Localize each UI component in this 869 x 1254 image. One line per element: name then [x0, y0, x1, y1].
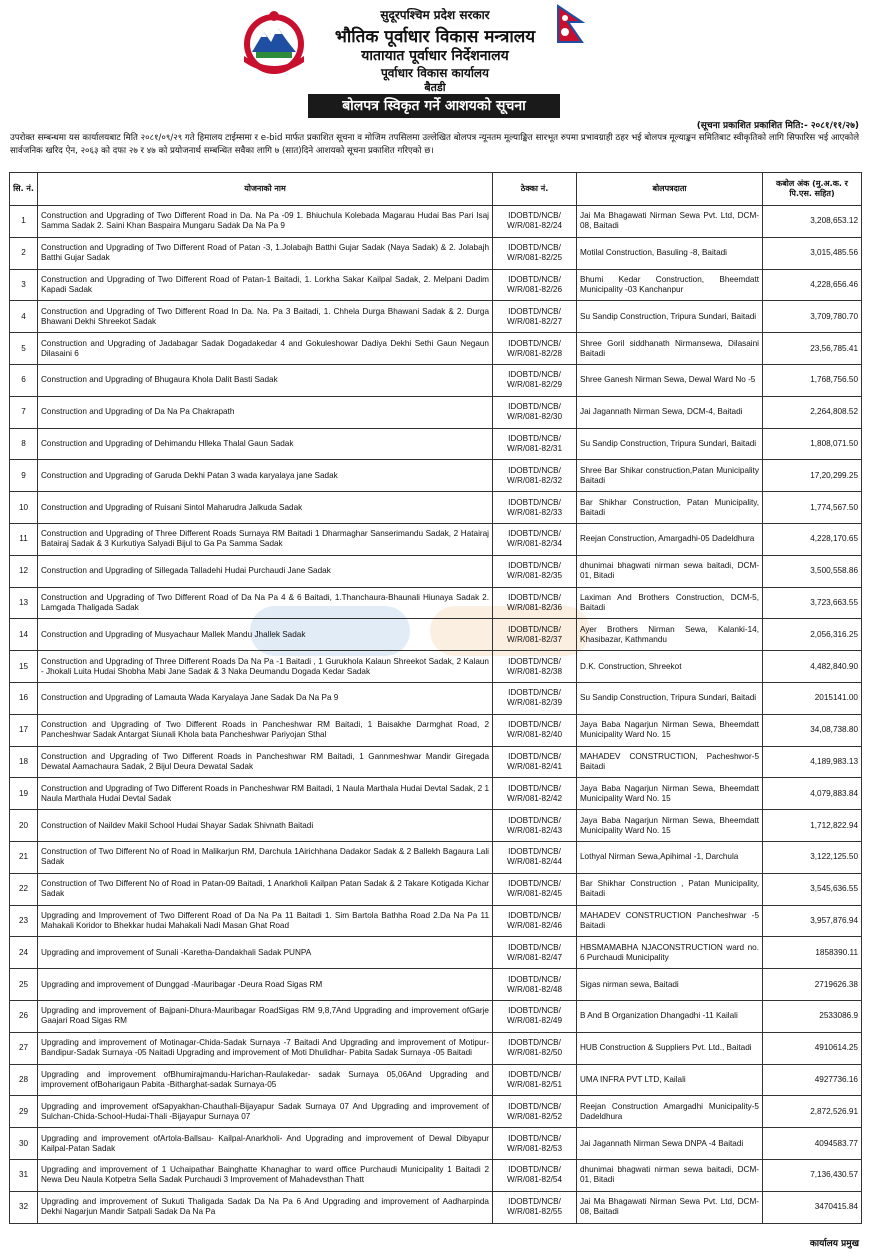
row-sn: 12 [10, 555, 38, 587]
row-amount: 2,872,526.91 [763, 1096, 862, 1128]
table-row [10, 810, 862, 842]
row-sn: 13 [10, 587, 38, 619]
row-contract: IDOBTD/NCB/ W/R/081-82/53 [493, 1128, 577, 1160]
row-sn: 3 [10, 269, 38, 301]
row-bidder: Motilal Construction, Basuling -8, Baitadi [577, 237, 763, 269]
row-bidder: Shree Bar Shikar construction,Patan Municipality Baitadi [577, 460, 763, 492]
table-row [10, 841, 862, 873]
row-sn: 16 [10, 682, 38, 714]
row-contract: IDOBTD/NCB/ W/R/081-82/36 [493, 587, 577, 619]
row-contract: IDOBTD/NCB/ W/R/081-82/30 [493, 396, 577, 428]
row-contract: IDOBTD/NCB/ W/R/081-82/34 [493, 523, 577, 555]
header-contract: ठेक्का नं. [493, 173, 577, 206]
row-project: Construction of Naildev Makil School Hudai Shayar Sadak Shivnath Baitadi [38, 810, 493, 842]
row-contract: IDOBTD/NCB/ W/R/081-82/39 [493, 682, 577, 714]
office-chief-signature: कार्यालय प्रमुख [809, 1239, 859, 1249]
row-contract: IDOBTD/NCB/ W/R/081-82/51 [493, 1064, 577, 1096]
row-project: Construction and Upgrading of Three Different Roads Surnaya RM Baitadi 1 Dharmaghar Sanserimandu Sadak, 2 Hatairaj Batairaj Sadak & 3 Kurkutiya Salyadi Bijul to Ga Pa Samma Sadak [38, 523, 493, 555]
table-row [10, 1159, 862, 1191]
row-contract: IDOBTD/NCB/ W/R/081-82/33 [493, 492, 577, 524]
row-sn: 30 [10, 1128, 38, 1160]
row-sn: 10 [10, 492, 38, 524]
row-amount: 1,712,822.94 [763, 810, 862, 842]
row-amount: 3,709,780.70 [763, 301, 862, 333]
table-row [10, 587, 862, 619]
row-project: Upgrading and improvement of Sukuti Thaligada Sadak Da Na Pa 6 And Upgrading and improvement of Aadharpinda Dekhi Nagarjun Mandir Satpali Sadak Da Na Pa [38, 1191, 493, 1223]
row-amount: 2,264,808.52 [763, 396, 862, 428]
row-project: Upgrading and improvement of Dunggad -Mauribagar -Deura Road Sigas RM [38, 969, 493, 1001]
row-amount: 3,723,663.55 [763, 587, 862, 619]
row-amount: 1,768,756.50 [763, 364, 862, 396]
row-bidder: Reejan Construction, Amargadhi-05 Dadeldhura [577, 523, 763, 555]
intro-paragraph: उपरोक्त सम्बन्धमा यस कार्यालयबाट मिति २०८१/०९/२९ गते हिमालय टाईम्समा र e-bid मार्फत प्रकाशित सूचना व मोजिम तपसिलमा उल्लेखित बोलपत्र न्यूनतम मूल्याङ्कित सारभूत रुपमा प्रभावग्राही ठहर भई बोलपत्र मूल्याङ्कन समितिबाट स्वीकृतिको लागि सिफारिस भई आएकोले सार्वजनिक खरिद ऐन, २०६३ को दफा २७ र ४७ को प्रयोजनार्थ सम्बन्धित सवैका लागि ७ (सात)दिने आशयको सूचना प्रकाशित गरिएको छ। [10, 133, 860, 156]
header-bidder: बोलपत्रदाता [577, 173, 763, 206]
row-project: Construction and Upgrading of Lamauta Wada Karyalaya Jane Sadak Da Na Pa 9 [38, 682, 493, 714]
row-bidder: Jai Ma Bhagawati Nirman Sewa Pvt. Ltd, DCM-08, Baitadi [577, 1191, 763, 1223]
table-row [10, 301, 862, 333]
row-bidder: Jai Ma Bhagawati Nirman Sewa Pvt. Ltd, DCM-08, Baitadi [577, 206, 763, 238]
row-project: Construction and Upgrading of Two Different Roads in Pancheshwar RM Baitadi, 1 Gannmeshwar Mandir Giregada Dewatal Aamachaura Sadak, 2 Bijul Deura Dewatal Sadak [38, 746, 493, 778]
row-bidder: UMA INFRA PVT LTD, Kailali [577, 1064, 763, 1096]
row-sn: 27 [10, 1032, 38, 1064]
row-project: Upgrading and improvement ofBhumirajmandu-Harichan-Raulakedar- sadak Surnaya 05,06And Upgrading and improvement ofBoharigaun Pabita -Bitharghat-sadak Surnaya-05 [38, 1064, 493, 1096]
row-sn: 7 [10, 396, 38, 428]
row-contract: IDOBTD/NCB/ W/R/081-82/31 [493, 428, 577, 460]
row-project: Construction and Upgrading of Two Different Road In Da. Na. Pa 3 Baitadi, 1. Chhela Durga Bhawani Sadak & 2. Durga Bhawani Dekhi Shreekot Sadak [38, 301, 493, 333]
row-contract: IDOBTD/NCB/ W/R/081-82/38 [493, 651, 577, 683]
row-bidder: Ayer Brothers Nirman Sewa, Kalanki-14, Khasibazar, Kathmandu [577, 619, 763, 651]
table-row [10, 873, 862, 905]
row-project: Construction and Upgrading of Ruisani Sintol Maharudra Jalkuda Sadak [38, 492, 493, 524]
row-sn: 24 [10, 937, 38, 969]
row-amount: 1,774,567.50 [763, 492, 862, 524]
row-project: Construction and Upgrading of Two Different Road in Da. Na Pa -09 1. Bhiuchula Kolebada Magarau Hudai Bas Pari Isaj Samma Sadak 2. Saini Khan Baspaira Mungaru Sadak Da Na Pa 9 [38, 206, 493, 238]
row-project: Construction and Upgrading of Two Different Road of Patan -3, 1.Jolabajh Batthi Gujar Sadak (Naya Sadak) & 2. Jolabajh Batthi Gujar Sadak [38, 237, 493, 269]
row-amount: 4,189,983.13 [763, 746, 862, 778]
row-sn: 4 [10, 301, 38, 333]
row-sn: 32 [10, 1191, 38, 1223]
row-sn: 26 [10, 1000, 38, 1032]
row-amount: 3470415.84 [763, 1191, 862, 1223]
row-contract: IDOBTD/NCB/ W/R/081-82/29 [493, 364, 577, 396]
row-project: Upgrading and improvement of Motinagar-Chida-Sadak Surnaya -7 Baitadi And Upgrading and improvement of Motipur-Bandipur-Sadak Surnaya -05 Naitadi Upgrading and improvement of Moti Dhulidhar- Pabita Sadak Surnaya -05 Baitadi [38, 1032, 493, 1064]
row-amount: 3,957,876.94 [763, 905, 862, 937]
row-amount: 4,228,170.65 [763, 523, 862, 555]
directorate-name: यातायात पूर्वाधार निर्देशनालय [361, 48, 509, 64]
row-bidder: Bar Shikhar Construction , Patan Municipality, Baitadi [577, 873, 763, 905]
row-contract: IDOBTD/NCB/ W/R/081-82/45 [493, 873, 577, 905]
row-contract: IDOBTD/NCB/ W/R/081-82/41 [493, 746, 577, 778]
table-row [10, 396, 862, 428]
row-sn: 29 [10, 1096, 38, 1128]
row-amount: 3,015,485.56 [763, 237, 862, 269]
table-row [10, 905, 862, 937]
row-sn: 31 [10, 1159, 38, 1191]
row-bidder: Su Sandip Construction, Tripura Sundari, Baitadi [577, 682, 763, 714]
row-amount: 2015141.00 [763, 682, 862, 714]
row-sn: 22 [10, 873, 38, 905]
row-project: Construction and Upgrading of Two Different Road of Patan-1 Baitadi, 1. Lorkha Sakar Kailpal Sadak, 2. Melpani Dadim Kapadi Sadak [38, 269, 493, 301]
row-sn: 8 [10, 428, 38, 460]
row-bidder: dhunimai bhagwati nirman sewa baitadi, DCM-01, Bitadi [577, 555, 763, 587]
row-bidder: Jaya Baba Nagarjun Nirman Sewa, Bheemdatt Municipality Ward No. 15 [577, 714, 763, 746]
row-amount: 34,08,738.80 [763, 714, 862, 746]
row-project: Upgrading and improvement ofArtola-Ballsau- Kailpal-Anarkholi- And Upgrading and improvement of Dewal Dibyapur Kailpal-Patan Sadak [38, 1128, 493, 1160]
row-project: Construction and Upgrading of Dehimandu Hlleka Thalal Gaun Sadak [38, 428, 493, 460]
row-contract: IDOBTD/NCB/ W/R/081-82/42 [493, 778, 577, 810]
row-sn: 28 [10, 1064, 38, 1096]
table-row [10, 523, 862, 555]
row-project: Construction and Upgrading of Two Different Roads in Pancheshwar RM Baitadi, 1 Naula Marthala Hudai Devtal Sadak, 2 1 Naula Marthala Hudai Devtal Sadak [38, 778, 493, 810]
row-bidder: Jai Jagannath Nirman Sewa, DCM-4, Baitadi [577, 396, 763, 428]
table-row [10, 651, 862, 683]
row-sn: 20 [10, 810, 38, 842]
table-row [10, 1000, 862, 1032]
row-contract: IDOBTD/NCB/ W/R/081-82/24 [493, 206, 577, 238]
row-project: Upgrading and Improvement of Two Different Road of Da Na Pa 11 Baitadi 1. Sim Bartola Bathha Road 2.Da Na Pa 11 Mahakali Koridor to Bhekkar hudai Mahakali Nadi Masan Ghat Road [38, 905, 493, 937]
row-contract: IDOBTD/NCB/ W/R/081-82/27 [493, 301, 577, 333]
header-project: योजनाको नाम [38, 173, 493, 206]
row-bidder: D.K. Construction, Shreekot [577, 651, 763, 683]
row-project: Construction and Upgrading of Three Different Roads Da Na Pa -1 Baitadi , 1 Gurukhola Kalaun Shreekot Sadak, 2 Kalaun - Jhokali Luita Hudai Shobha Mabi Jane Sadak & 3 Naka Deumandu Dogada Kedar Sadak [38, 651, 493, 683]
row-bidder: Shree Goril siddhanath Nirmansewa, Dilasaini Baitadi [577, 333, 763, 365]
row-project: Construction of Two Different No of Road in Malikarjun RM, Darchula 1Airichhana Dadakor Sadak & 2 Ballekh Bagaura Lali Sadak [38, 841, 493, 873]
table-row [10, 937, 862, 969]
row-bidder: Laximan And Brothers Construction, DCM-5, Baitadi [577, 587, 763, 619]
row-contract: IDOBTD/NCB/ W/R/081-82/40 [493, 714, 577, 746]
row-bidder: Su Sandip Construction, Tripura Sundari, Baitadi [577, 301, 763, 333]
row-bidder: HBSMAMABHA NJACONSTRUCTION ward no. 6 Purchaudi Municipality [577, 937, 763, 969]
row-bidder: HUB Construction & Suppliers Pvt. Ltd., Baitadi [577, 1032, 763, 1064]
row-project: Construction and Upgrading of Two Different Roads in Pancheshwar RM Baitadi, 1 Baisakhe Darmghat Road, 2 Pancheshwar Sadak Antargat Siunali Khola bata Pancheshwar Pariyojan Sthal [38, 714, 493, 746]
row-contract: IDOBTD/NCB/ W/R/081-82/52 [493, 1096, 577, 1128]
row-contract: IDOBTD/NCB/ W/R/081-82/46 [493, 905, 577, 937]
table-row [10, 206, 862, 238]
row-bidder: Jai Jagannath Nirman Sewa DNPA -4 Baitadi [577, 1128, 763, 1160]
row-amount: 2719626.38 [763, 969, 862, 1001]
row-sn: 21 [10, 841, 38, 873]
table-row [10, 619, 862, 651]
row-bidder: Bar Shikhar Construction, Patan Municipality, Baitadi [577, 492, 763, 524]
row-contract: IDOBTD/NCB/ W/R/081-82/43 [493, 810, 577, 842]
row-contract: IDOBTD/NCB/ W/R/081-82/28 [493, 333, 577, 365]
row-bidder: Jaya Baba Nagarjun Nirman Sewa, Bheemdatt Municipality Ward No. 15 [577, 810, 763, 842]
row-project: Upgrading and improvement of Bajpani-Dhura-Mauribagar RoadSigas RM 9,8,7And Upgrading and improvement ofGarje Gaajari Road Sigas RM [38, 1000, 493, 1032]
row-contract: IDOBTD/NCB/ W/R/081-82/47 [493, 937, 577, 969]
row-sn: 25 [10, 969, 38, 1001]
row-amount: 3,500,558.86 [763, 555, 862, 587]
bid-table [9, 172, 862, 1224]
row-amount: 4,228,656.46 [763, 269, 862, 301]
table-row [10, 333, 862, 365]
header-sn: सि. नं. [10, 173, 38, 206]
row-amount: 2,056,316.25 [763, 619, 862, 651]
row-sn: 18 [10, 746, 38, 778]
row-sn: 6 [10, 364, 38, 396]
row-sn: 1 [10, 206, 38, 238]
row-amount: 3,208,653.12 [763, 206, 862, 238]
table-row [10, 969, 862, 1001]
row-amount: 23,56,785.41 [763, 333, 862, 365]
row-contract: IDOBTD/NCB/ W/R/081-82/44 [493, 841, 577, 873]
row-amount: 4927736.16 [763, 1064, 862, 1096]
row-amount: 3,545,636.55 [763, 873, 862, 905]
row-amount: 4910614.25 [763, 1032, 862, 1064]
table-row [10, 1096, 862, 1128]
province-government: सुदूरपश्चिम प्रदेश सरकार [380, 8, 490, 22]
row-amount: 3,122,125.50 [763, 841, 862, 873]
table-row [10, 746, 862, 778]
row-bidder: MAHADEV CONSTRUCTION, Pacheshwor-5 Baitadi [577, 746, 763, 778]
row-bidder: Shree Ganesh Nirman Sewa, Dewal Ward No -5 [577, 364, 763, 396]
row-contract: IDOBTD/NCB/ W/R/081-82/32 [493, 460, 577, 492]
row-bidder: Lothyal Nirman Sewa,Apihimal -1, Darchula [577, 841, 763, 873]
row-contract: IDOBTD/NCB/ W/R/081-82/25 [493, 237, 577, 269]
row-contract: IDOBTD/NCB/ W/R/081-82/35 [493, 555, 577, 587]
row-project: Construction and Upgrading of Musyachaur Mallek Mandu Jhallek Sadak [38, 619, 493, 651]
table-row [10, 555, 862, 587]
row-amount: 2533086.9 [763, 1000, 862, 1032]
publication-date: (सूचना प्रकाशित प्रकाशित मिति:- २०८१/११/२७) [696, 121, 859, 131]
row-bidder: Reejan Construction Amargadhi Municipality-5 Dadeldhura [577, 1096, 763, 1128]
row-project: Construction of Two Different No of Road in Patan-09 Baitadi, 1 Anarkholi Kailpan Patan Sadak & 2 Takare Kotigada Kichar Sadak [38, 873, 493, 905]
row-contract: IDOBTD/NCB/ W/R/081-82/26 [493, 269, 577, 301]
table-row [10, 364, 862, 396]
row-project: Upgrading and improvement of Sunali -Karetha-Dandakhali Sadak PUNPA [38, 937, 493, 969]
table-row [10, 460, 862, 492]
row-bidder: Bhumi Kedar Construction, Bheemdatt Municipality -03 Kanchanpur [577, 269, 763, 301]
row-sn: 2 [10, 237, 38, 269]
office-name: पूर्वाधार विकास कार्यालय [380, 66, 490, 80]
row-project: Construction and Upgrading of Da Na Pa Chakrapath [38, 396, 493, 428]
notice-header [0, 0, 869, 131]
row-bidder: Jaya Baba Nagarjun Nirman Sewa, Bheemdatt Municipality Ward No. 15 [577, 778, 763, 810]
table-row [10, 1128, 862, 1160]
row-bidder: dhunimai bhagwati nirman sewa baitadi, DCM-01, Bitadi [577, 1159, 763, 1191]
row-contract: IDOBTD/NCB/ W/R/081-82/48 [493, 969, 577, 1001]
row-contract: IDOBTD/NCB/ W/R/081-82/37 [493, 619, 577, 651]
table-row [10, 1191, 862, 1223]
row-amount: 1,808,071.50 [763, 428, 862, 460]
row-sn: 5 [10, 333, 38, 365]
table-row [10, 492, 862, 524]
row-sn: 17 [10, 714, 38, 746]
ministry-name: भौतिक पूर्वाधार विकास मन्त्रालय [334, 27, 536, 47]
row-sn: 9 [10, 460, 38, 492]
row-contract: IDOBTD/NCB/ W/R/081-82/49 [493, 1000, 577, 1032]
row-project: Construction and Upgrading of Jadabagar Sadak Dogadakedar 4 and Gokuleshowar Dadiya Dekhi Sethi Gaun Negaun Dilasaini 6 [38, 333, 493, 365]
row-sn: 23 [10, 905, 38, 937]
row-amount: 7,136,430.57 [763, 1159, 862, 1191]
table-row [10, 1064, 862, 1096]
notice-title-banner: बोलपत्र स्विकृत गर्ने आशयको सूचना [308, 94, 560, 118]
row-project: Construction and Upgrading of Sillegada Talladehi Hudai Purchaudi Jane Sadak [38, 555, 493, 587]
row-bidder: Su Sandip Construction, Tripura Sundari, Baitadi [577, 428, 763, 460]
table-header-row [10, 173, 862, 206]
row-amount: 17,20,299.25 [763, 460, 862, 492]
row-sn: 11 [10, 523, 38, 555]
row-sn: 14 [10, 619, 38, 651]
row-contract: IDOBTD/NCB/ W/R/081-82/54 [493, 1159, 577, 1191]
table-row [10, 682, 862, 714]
row-sn: 19 [10, 778, 38, 810]
table-row [10, 1032, 862, 1064]
row-amount: 4,079,883.84 [763, 778, 862, 810]
table-row [10, 237, 862, 269]
table-row [10, 778, 862, 810]
row-amount: 4094583.77 [763, 1128, 862, 1160]
row-project: Construction and Upgrading of Garuda Dekhi Patan 3 wada karyalaya jane Sadak [38, 460, 493, 492]
row-bidder: Sigas nirman sewa, Baitadi [577, 969, 763, 1001]
row-amount: 4,482,840.90 [763, 651, 862, 683]
office-location: बैतडी [424, 81, 446, 94]
row-project: Upgrading and improvement of 1 Uchaipathar Bainghatte Khanaghar to ward office Purchaudi Municipality 1 Baitadi 2 Newa Deu Naula Kotpetra Sella Sadak Purchaudi 3 Improvement of Mahadevsthan Thatt [38, 1159, 493, 1191]
row-amount: 1858390.11 [763, 937, 862, 969]
table-body [10, 206, 862, 1224]
table-row [10, 428, 862, 460]
row-bidder: MAHADEV CONSTRUCTION Pancheshwar -5 Baitadi [577, 905, 763, 937]
row-project: Construction and Upgrading of Two Different Road of Da Na Pa 4 & 6 Baitadi, 1.Thanchaura-Bhaunali Hiunaya Sadak 2. Lamgada Thaligada Sadak [38, 587, 493, 619]
row-contract: IDOBTD/NCB/ W/R/081-82/55 [493, 1191, 577, 1223]
row-contract: IDOBTD/NCB/ W/R/081-82/50 [493, 1032, 577, 1064]
table-row [10, 714, 862, 746]
header-amount: कबोल अंक (मु.अ.क. र पि.एस. सहित) [763, 173, 862, 206]
table-row [10, 269, 862, 301]
row-bidder: B And B Organization Dhangadhi -11 Kailali [577, 1000, 763, 1032]
row-sn: 15 [10, 651, 38, 683]
row-project: Construction and Upgrading of Bhugaura Khola Dalit Basti Sadak [38, 364, 493, 396]
row-project: Upgrading and improvement ofSapyakhan-Chauthali-Bijayapur Sadak Surnaya 07 And Upgrading and improvement of Sulchan-Chida-School-Hudai-Thali -Bijayapur Surnaya 07 [38, 1096, 493, 1128]
